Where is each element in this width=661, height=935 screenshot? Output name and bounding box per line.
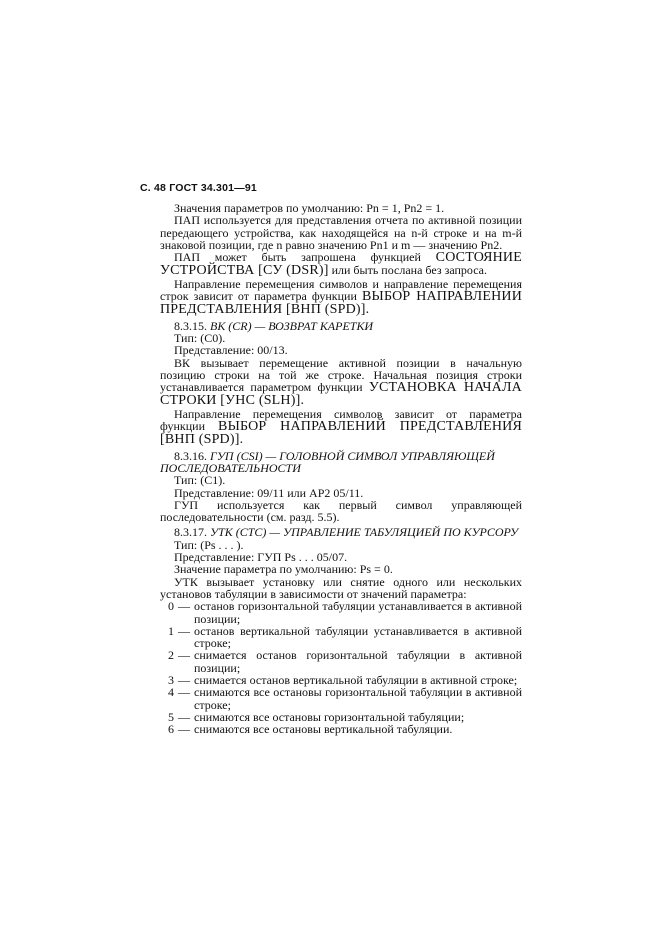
text: ПАП может быть запрошена функцией bbox=[174, 250, 436, 265]
paragraph-pap-description: ПАП используется для представления отчета по активной позиции передающего устройства, как находящейся на n-й строке и на m-й знаковой позиции, где n равно значению Pn1 и m — значению Pn2. bbox=[160, 213, 522, 252]
list-item bbox=[160, 625, 522, 650]
paragraph-defaults: Значения параметров по умолчанию: Pn = 1, Pn2 = 1. bbox=[174, 201, 445, 215]
list-text: снимаются все остановы горизонтальной табуляции в активной строке; bbox=[194, 685, 522, 712]
text: Направление перемещения символов и направление перемещения строк зависит от параметра функции bbox=[160, 276, 522, 304]
list-item bbox=[160, 600, 522, 625]
section-representation: Представление: ГУП Ps . . . 05/07. bbox=[174, 550, 348, 565]
paragraph-direction bbox=[160, 278, 522, 317]
text: или быть послана без запроса. bbox=[328, 263, 488, 278]
list-text: снимаются все остановы вертикальной табуляции. bbox=[194, 722, 453, 737]
section-number: 8.3.15. bbox=[174, 318, 207, 333]
paragraph-cr-description bbox=[160, 357, 522, 408]
function-name: УСТАНОВКА НАЧАЛА СТРОКИ [УНС (SLH)]. bbox=[160, 380, 522, 409]
section-heading-csi bbox=[160, 450, 522, 475]
function-name: ВЫБОР НАПРАВЛЕНИИ ПРЕДСТАВЛЕНИЯ [ВНП (SPD)]. bbox=[160, 289, 523, 318]
list-dash: — bbox=[178, 709, 190, 724]
text: ВК вызывает перемещение активной позиции в начальную позицию строки на той же строке. Начальная позиция строки устанавливается параметром функции bbox=[160, 355, 522, 395]
list-dash: — bbox=[178, 599, 190, 614]
section-type: Тип: (Ps . . . ). bbox=[174, 537, 244, 552]
list-number: 0 bbox=[168, 599, 174, 614]
list-text: снимается останов горизонтальной табуляции в активной позиции; bbox=[194, 648, 522, 675]
list-item bbox=[160, 686, 522, 711]
section-representation: Представление: 09/11 или AP2 05/11. bbox=[174, 485, 364, 500]
section-heading-ctc bbox=[160, 526, 522, 538]
list-number: 4 bbox=[168, 685, 174, 700]
list-text: останов горизонтальной табуляции устанавливается в активной позиции; bbox=[194, 599, 522, 626]
text: Направление перемещения символов зависит от параметра функции bbox=[160, 406, 522, 434]
list-item bbox=[160, 723, 522, 735]
section-number: 8.3.16. bbox=[174, 448, 207, 463]
list-number: 3 bbox=[168, 672, 174, 687]
list-text: останов вертикальной табуляции устанавливается в активной строке; bbox=[194, 623, 522, 651]
list-item bbox=[160, 649, 522, 674]
section-type: Тип: (C1). bbox=[174, 473, 226, 488]
page-header: С. 48 ГОСТ 34.301—91 bbox=[140, 182, 257, 194]
list-dash: — bbox=[178, 685, 190, 700]
function-name: СОСТОЯНИЕ УСТРОЙСТВА [СУ (DSR)] bbox=[160, 250, 522, 279]
section-type: Тип: (C0). bbox=[174, 330, 226, 345]
list-dash: — bbox=[178, 672, 190, 687]
document-body bbox=[160, 202, 522, 735]
list-number: 2 bbox=[168, 648, 174, 663]
paragraph-pap-request bbox=[160, 251, 522, 278]
section-representation: Представление: 00/13. bbox=[174, 343, 288, 358]
paragraph-cr-direction bbox=[160, 408, 522, 447]
parameter-list bbox=[160, 600, 522, 735]
list-text: снимается останов вертикальной табуляции в активной строке; bbox=[194, 672, 518, 687]
list-number: 5 bbox=[168, 709, 174, 724]
list-text: снимаются все остановы горизонтальной табуляции; bbox=[194, 709, 465, 724]
list-dash: — bbox=[178, 722, 190, 737]
list-number: 6 bbox=[168, 722, 174, 737]
list-dash: — bbox=[178, 623, 190, 638]
section-title: ГУП (CSI) — ГОЛОВНОЙ СИМВОЛ УПРАВЛЯЮЩЕЙ ПОСЛЕДОВАТЕЛЬНОСТИ bbox=[160, 448, 495, 475]
paragraph-ctc-description: УТК вызывает установку или снятие одного или нескольких установов табуляции в зависимости от значений параметра: bbox=[160, 574, 522, 601]
section-number: 8.3.17. bbox=[174, 525, 207, 540]
list-dash: — bbox=[178, 648, 190, 663]
function-name: ВЫБОР НАПРАВЛЕНИЙ ПРЕДСТАВЛЕНИЯ [ВНП (SPD)]. bbox=[160, 419, 523, 448]
paragraph-csi-description: ГУП используется как первый символ управляющей последовательности (см. разд. 5.5). bbox=[160, 497, 522, 525]
section-default-value: Значение параметра по умолчанию: Ps = 0. bbox=[174, 562, 393, 577]
section-title: ВК (CR) — ВОЗВРАТ КАРЕТКИ bbox=[210, 318, 374, 333]
section-title: УТК (CTC) — УПРАВЛЕНИЕ ТАБУЛЯЦИЕЙ ПО КУРСОРУ bbox=[210, 525, 519, 540]
list-number: 1 bbox=[168, 623, 174, 638]
